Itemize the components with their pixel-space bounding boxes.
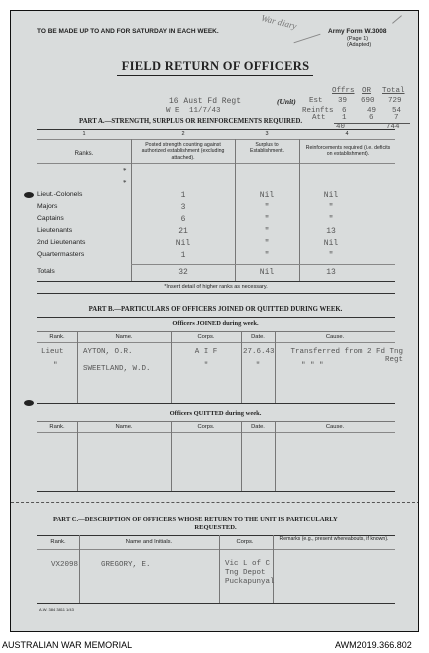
- att-label: Att: [312, 114, 326, 122]
- joined-corps: ": [203, 362, 209, 370]
- totals-label: Totals: [37, 268, 55, 275]
- part-a-top-rule: [37, 129, 395, 130]
- att-total: 7: [394, 114, 399, 122]
- col-corps: Corps.: [197, 334, 215, 340]
- surplus-value: ": [264, 251, 270, 260]
- part-c-title-cont: REQUESTED.: [194, 524, 237, 531]
- form-title: FIELD RETURN OF OFFICERS: [121, 59, 310, 73]
- col-or: OR: [362, 87, 372, 95]
- col-rank: Rank.: [49, 334, 65, 340]
- col-divider: [77, 331, 78, 403]
- col-divider: [241, 421, 242, 491]
- pencil-stroke: [392, 15, 402, 23]
- col-header-posted: Posted strength counting against authorized establishment (excluding attached).: [141, 142, 225, 161]
- joined-cause: Transferred from 2 Fd Tng Regt: [290, 348, 403, 364]
- requested-corps: Vic L of C Tng Depot Puckapunyal: [225, 560, 275, 586]
- surplus-value: ": [264, 227, 270, 236]
- est-offrs: 39: [338, 97, 348, 105]
- col-divider: [79, 535, 80, 603]
- posted-value: 3: [180, 203, 186, 212]
- we-label: W E: [166, 107, 180, 115]
- col-total: Total: [382, 87, 405, 95]
- part-b-title: PART B.—PARTICULARS OF OFFICERS JOINED OR QUITTED DURING WEEK.: [88, 306, 343, 313]
- col-cause: Cause.: [325, 334, 345, 340]
- reinf-value: ": [328, 203, 334, 212]
- reinf-value: ": [328, 215, 334, 224]
- col-name: Name.: [115, 334, 133, 340]
- col-divider: [219, 535, 220, 603]
- posted-value: Nil: [175, 239, 191, 248]
- col-header-surplus: Surplus to Establishment.: [249, 142, 285, 155]
- total-surplus: Nil: [259, 268, 275, 277]
- reinfs-total: 54: [392, 107, 402, 115]
- quitted-bottom-rule: [37, 491, 395, 492]
- adapted-label: (Adapted): [347, 42, 372, 48]
- total-posted: 32: [178, 268, 188, 277]
- we-date: 11/7/43: [189, 107, 221, 115]
- joined-name: AYTON, O.R.: [83, 348, 133, 356]
- joined-cause: " " ": [301, 362, 324, 370]
- part-a-title: PART A.—STRENGTH, SURPLUS OR REINFORCEMENTS REQUIRED.: [79, 118, 303, 125]
- part-c-title: PART C.—DESCRIPTION OF OFFICERS WHOSE RETURN TO THE UNIT IS PARTICULARLY: [53, 516, 338, 523]
- col-divider: [275, 421, 276, 491]
- surplus-value: ": [264, 239, 270, 248]
- joined-title: Officers JOINED during week.: [172, 320, 259, 327]
- header-note: TO BE MADE UP TO AND FOR SATURDAY IN EACH WEEK.: [37, 28, 219, 35]
- col-number-1: 1: [82, 131, 86, 137]
- star-marker: *: [123, 179, 127, 187]
- rank-label: Lieut.-Colonels: [37, 191, 83, 198]
- unit-name: 16 Aust Fd Regt: [169, 97, 242, 106]
- part-b-top-rule: [37, 317, 395, 318]
- col-number-3: 3: [265, 131, 269, 137]
- rank-label: Captains: [37, 215, 64, 222]
- tear-line: [11, 502, 419, 503]
- unit-label: (Unit): [277, 97, 296, 106]
- reinf-value: Nil: [323, 191, 339, 200]
- col-offrs: Offrs: [332, 87, 355, 95]
- surplus-value: ": [264, 203, 270, 212]
- col-date: Date.: [251, 334, 265, 340]
- requested-name: GREGORY, E.: [101, 561, 151, 569]
- col-cause: Cause.: [325, 424, 345, 430]
- archive-footer: [0, 638, 429, 653]
- printer-imprint: A.W. 384 3811 1/43: [39, 607, 74, 612]
- att-offrs: 1: [342, 114, 347, 122]
- joined-date: 27.6.43: [243, 348, 275, 356]
- sum-offrs: 40: [336, 123, 346, 131]
- rank-label: Lieutenants: [37, 227, 73, 234]
- surplus-value: ": [264, 215, 270, 224]
- joined-title-rule: [37, 331, 395, 332]
- star-marker: *: [123, 167, 127, 175]
- col-name: Name.: [115, 424, 133, 430]
- title-underline: [117, 75, 313, 76]
- part-c-bottom-rule: [37, 603, 395, 604]
- col-remarks: Remarks (e.g., present whereabouts, if known).: [279, 536, 389, 542]
- joined-bottom-rule: [37, 403, 395, 404]
- quitted-header-rule: [37, 432, 395, 433]
- reinf-value: Nil: [323, 239, 339, 248]
- col-number-2: 2: [181, 131, 185, 137]
- header-bottom-rule: [37, 163, 395, 164]
- punch-hole: [24, 400, 34, 406]
- totals-rule: [131, 264, 395, 265]
- joined-rank: Lieut: [41, 348, 64, 356]
- reinfs-label: Reinfts: [302, 107, 334, 115]
- form-sheet: [10, 10, 419, 632]
- att-or: 6: [369, 114, 374, 122]
- surplus-value: Nil: [259, 191, 275, 200]
- joined-rank: ": [53, 362, 58, 370]
- col-divider: [275, 331, 276, 403]
- joined-date: ": [255, 362, 261, 370]
- reinf-value: 13: [326, 227, 336, 236]
- sum-total: 744: [386, 123, 400, 131]
- col-number-rule: [37, 139, 395, 140]
- reinf-value: ": [328, 251, 334, 260]
- joined-header-rule: [37, 342, 395, 343]
- col-number-4: 4: [345, 131, 349, 137]
- reinfs-offrs: 6: [342, 107, 347, 115]
- col-name-initials: Name and Initials.: [125, 539, 173, 545]
- est-or: 690: [361, 97, 375, 105]
- archive-reference: AWM2019.366.802: [335, 640, 412, 650]
- part-a-footnote: *Insert detail of higher ranks as necessary.: [164, 284, 268, 290]
- reinfs-or: 49: [367, 107, 377, 115]
- posted-value: 6: [180, 215, 186, 224]
- col-date: Date.: [251, 424, 265, 430]
- est-total: 729: [388, 97, 402, 105]
- quitted-title-rule: [37, 421, 395, 422]
- col-rank: Rank.: [49, 424, 65, 430]
- rank-label: Quartermasters: [37, 251, 85, 258]
- rank-label: 2nd Lieutenants: [37, 239, 86, 246]
- page-label: (Page 1): [347, 36, 369, 42]
- pencil-annotation: War diary: [260, 12, 298, 32]
- archive-name: AUSTRALIAN WAR MEMORIAL: [2, 640, 133, 650]
- posted-value: 1: [180, 251, 186, 260]
- est-label: Est: [309, 97, 323, 105]
- part-c-header-rule: [37, 549, 395, 550]
- col-header-reinforcements: Reinforcements required (i.e. deficits on establishment).: [305, 145, 391, 158]
- col-corps: Corps.: [197, 424, 215, 430]
- form-number: Army Form W.3008: [328, 28, 387, 35]
- rank-label: Majors: [37, 203, 58, 210]
- col-divider: [171, 421, 172, 491]
- requested-rank: VX2098: [51, 561, 79, 569]
- total-reinf: 13: [326, 268, 336, 277]
- joined-name: SWEETLAND, W.D.: [83, 365, 151, 373]
- col-header-ranks: Ranks.: [74, 151, 94, 157]
- pencil-stroke: [294, 34, 321, 44]
- joined-corps: A I F: [194, 348, 218, 356]
- part-a-end-rule: [37, 293, 395, 294]
- posted-value: 1: [180, 191, 186, 200]
- posted-value: 21: [178, 227, 188, 236]
- col-corps: Corps.: [236, 539, 254, 545]
- quitted-title: Officers QUITTED during week.: [169, 410, 262, 417]
- col-divider: [77, 421, 78, 491]
- punch-hole: [24, 192, 34, 198]
- col-rank: Rank.: [50, 539, 66, 545]
- part-a-bottom-rule: [37, 281, 395, 282]
